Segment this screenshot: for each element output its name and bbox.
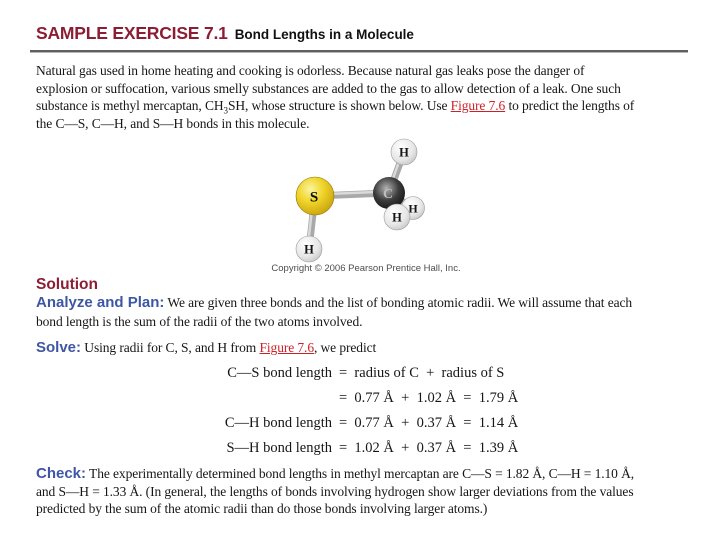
check-text-3: predicted by the sum of the atomic radii than do those bonds involving larger atoms.) bbox=[36, 501, 488, 516]
title-row bbox=[36, 23, 414, 44]
equation-row-cs-1 bbox=[36, 361, 518, 386]
solve-text-before: Using radii for C, S, and H from bbox=[81, 340, 260, 355]
equation-lhs: S—H bond length bbox=[226, 440, 332, 456]
hydrogen-top-label: H bbox=[399, 145, 409, 160]
solve-line bbox=[36, 339, 376, 357]
analyze-text-1: We are given three bonds and the list of bonding atomic radii. We will assume that each bbox=[164, 295, 633, 310]
copyright-text: Copyright © 2006 Pearson Prentice Hall, Inc. bbox=[271, 263, 461, 274]
check-text-2: and S—H = 1.33 Å. (In general, the lengths of bonds involving hydrogen show larger deviations from the values bbox=[36, 484, 634, 499]
figure-7-6-link[interactable]: Figure 7.6 bbox=[450, 98, 506, 113]
solve-figure-7-6-link[interactable]: Figure 7.6 bbox=[259, 340, 314, 355]
problem-line-1: Natural gas used in home heating and cooking is odorless. Because natural gas leaks pose the danger of bbox=[36, 63, 585, 78]
solve-text-after: , we predict bbox=[313, 340, 377, 355]
analyze-and-plan-label: Analyze and Plan: bbox=[36, 294, 165, 311]
check-label: Check: bbox=[36, 465, 87, 482]
problem-line-4: the C—S, C—H, and S—H bonds in this molecule. bbox=[36, 115, 310, 131]
equation-lhs bbox=[36, 386, 332, 411]
problem-line3-text2: SH, whose structure is shown below. Use bbox=[227, 98, 451, 113]
formula-subscript: 3 bbox=[223, 105, 228, 116]
equation-row-cs-2 bbox=[36, 386, 518, 411]
problem-line-2: explosion or suffocation, various smelly substances are added to the gas to allow detection of a leak. One such bbox=[36, 80, 621, 96]
equation-rhs: = 1.02 Å + 0.37 Å = 1.39 Å bbox=[339, 440, 519, 456]
equation-row-ch bbox=[36, 411, 518, 436]
problem-line-3 bbox=[36, 97, 634, 115]
hydrogen-right-label: H bbox=[408, 201, 418, 216]
solution-heading: Solution bbox=[36, 276, 98, 293]
check-text-1: The experimentally determined bond lengths in methyl mercaptan are C—S = 1.82 Å, C—H = 1.10 Å, bbox=[86, 466, 635, 481]
equation-lhs: C—S bond length bbox=[227, 365, 332, 381]
hydrogen-sulfur-label: H bbox=[304, 242, 314, 257]
exercise-title: SAMPLE EXERCISE 7.1 bbox=[36, 23, 228, 43]
check-line-1 bbox=[36, 465, 634, 483]
bond-length-equations bbox=[36, 361, 518, 461]
analyze-text-2: bond length is the sum of the radii of the two atoms involved. bbox=[36, 314, 363, 329]
equation-rhs: = 0.77 Å + 0.37 Å = 1.14 Å bbox=[339, 415, 519, 431]
equation-rhs: = 0.77 Å + 1.02 Å = 1.79 Å bbox=[339, 390, 519, 406]
carbon-label: C bbox=[382, 187, 394, 202]
problem-statement bbox=[36, 62, 634, 132]
molecule-figure bbox=[268, 137, 483, 284]
analyze-and-plan-line-1 bbox=[36, 294, 632, 312]
sulfur-label: S bbox=[309, 189, 319, 206]
hydrogen-bottom-label: H bbox=[392, 210, 402, 225]
equation-row-sh bbox=[36, 436, 518, 461]
problem-line3-text3: to predict the lengths of bbox=[505, 98, 635, 113]
problem-line3-text: substance is methyl mercaptan, CH bbox=[36, 98, 224, 113]
title-divider bbox=[30, 50, 688, 53]
solve-label: Solve: bbox=[36, 339, 82, 356]
equation-lhs: C—H bond length bbox=[224, 415, 332, 431]
exercise-subtitle: Bond Lengths in a Molecule bbox=[234, 27, 414, 42]
equation-rhs: = radius of C + radius of S bbox=[339, 365, 505, 381]
molecule-svg bbox=[268, 137, 483, 279]
